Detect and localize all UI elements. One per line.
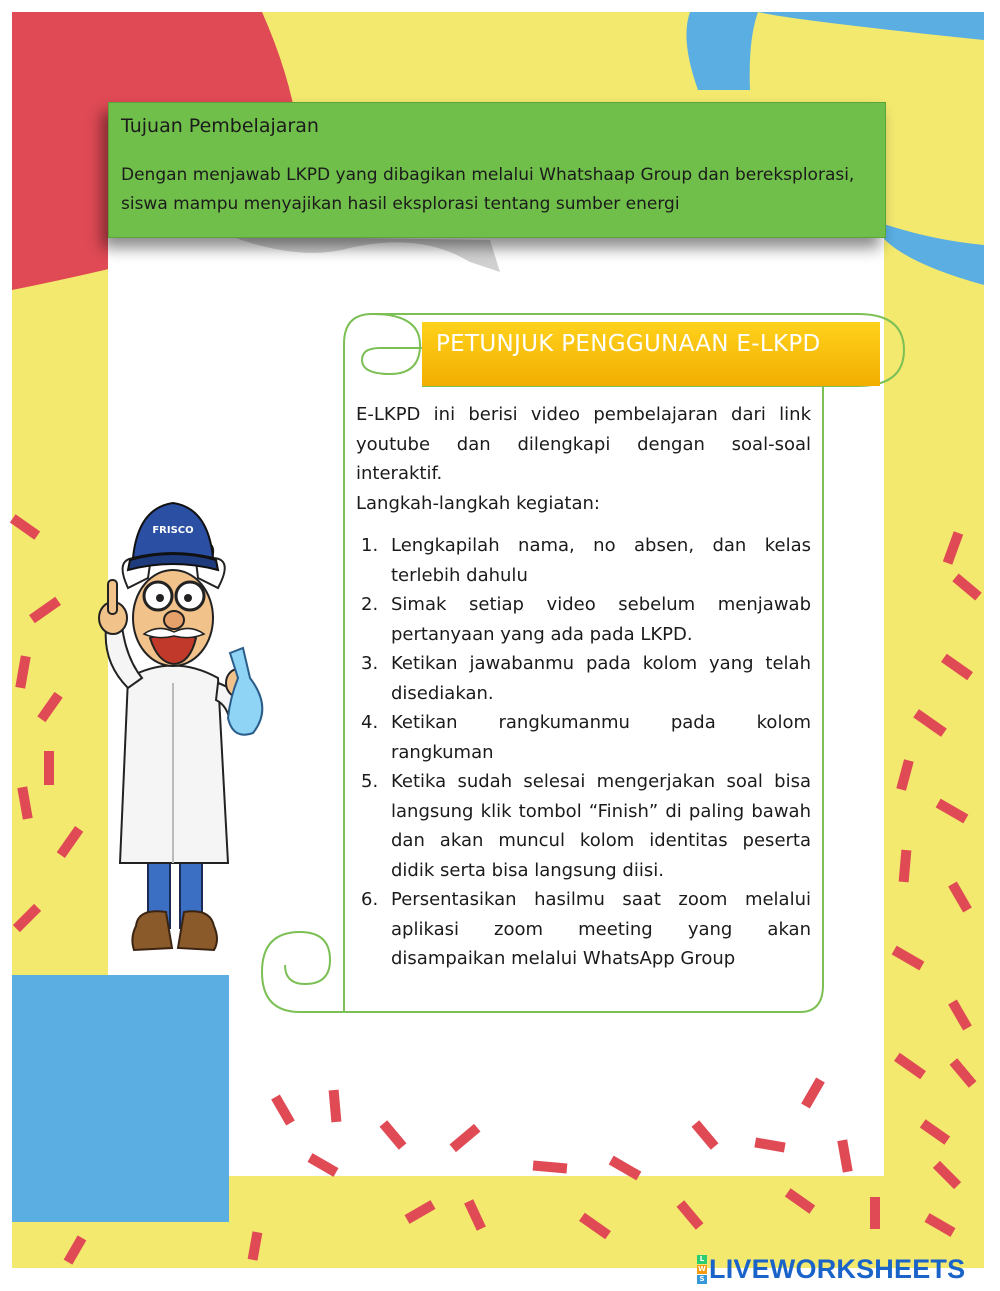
learning-objective-text: Dengan menjawab LKPD yang dibagikan melalui Whatshaap Group dan bereksplorasi, siswa mampu menyajikan hasil eksplorasi tentang sumber energi xyxy=(121,165,855,214)
steps-list xyxy=(356,531,811,968)
step-item: 6. Persentasikan hasilmu saat zoom melalui aplikasi zoom meeting yang akan disampaikan melalui WhatsApp Group xyxy=(361,889,811,968)
blue-square xyxy=(12,975,229,1222)
liveworksheets-badge-icon: L W S xyxy=(698,1254,706,1283)
scientist-mascot xyxy=(78,478,288,978)
liveworksheets-logo[interactable] xyxy=(697,1253,965,1285)
step-item: 1. Lengkapilah nama, no absen, dan kelas terlebih dahulu xyxy=(361,535,811,586)
step-item: 5. Ketika sudah selesai mengerjakan soal bisa langsung klik tombol “Finish” di paling bawah dan akan muncul kolom identitas peserta didik serta bisa langsung diisi. xyxy=(361,771,811,881)
step-item: 2. Simak setiap video sebelum menjawab pertanyaan yang ada pada LKPD. xyxy=(361,594,811,645)
step-item: 3. Ketikan jawabanmu pada kolom yang telah disediakan. xyxy=(361,653,811,704)
liveworksheets-brand: LIVEWORKSHEETS xyxy=(709,1253,966,1284)
cap-text: FRISCO xyxy=(152,525,194,536)
steps-heading: Langkah-langkah kegiatan: xyxy=(356,492,600,514)
instructions-content xyxy=(356,400,811,968)
instructions-title: PETUNJUK PENGGUNAAN E-LKPD xyxy=(436,331,821,357)
learning-objective-title: Tujuan Pembelajaran xyxy=(121,115,319,137)
learning-objective-box xyxy=(108,102,886,238)
instructions-intro: E-LKPD ini berisi video pembelajaran dari link youtube dan dilengkapi dengan soal-soal interaktif. xyxy=(356,404,811,484)
step-item: 4. Ketikan rangkumanmu pada kolom rangkuman xyxy=(361,712,811,763)
